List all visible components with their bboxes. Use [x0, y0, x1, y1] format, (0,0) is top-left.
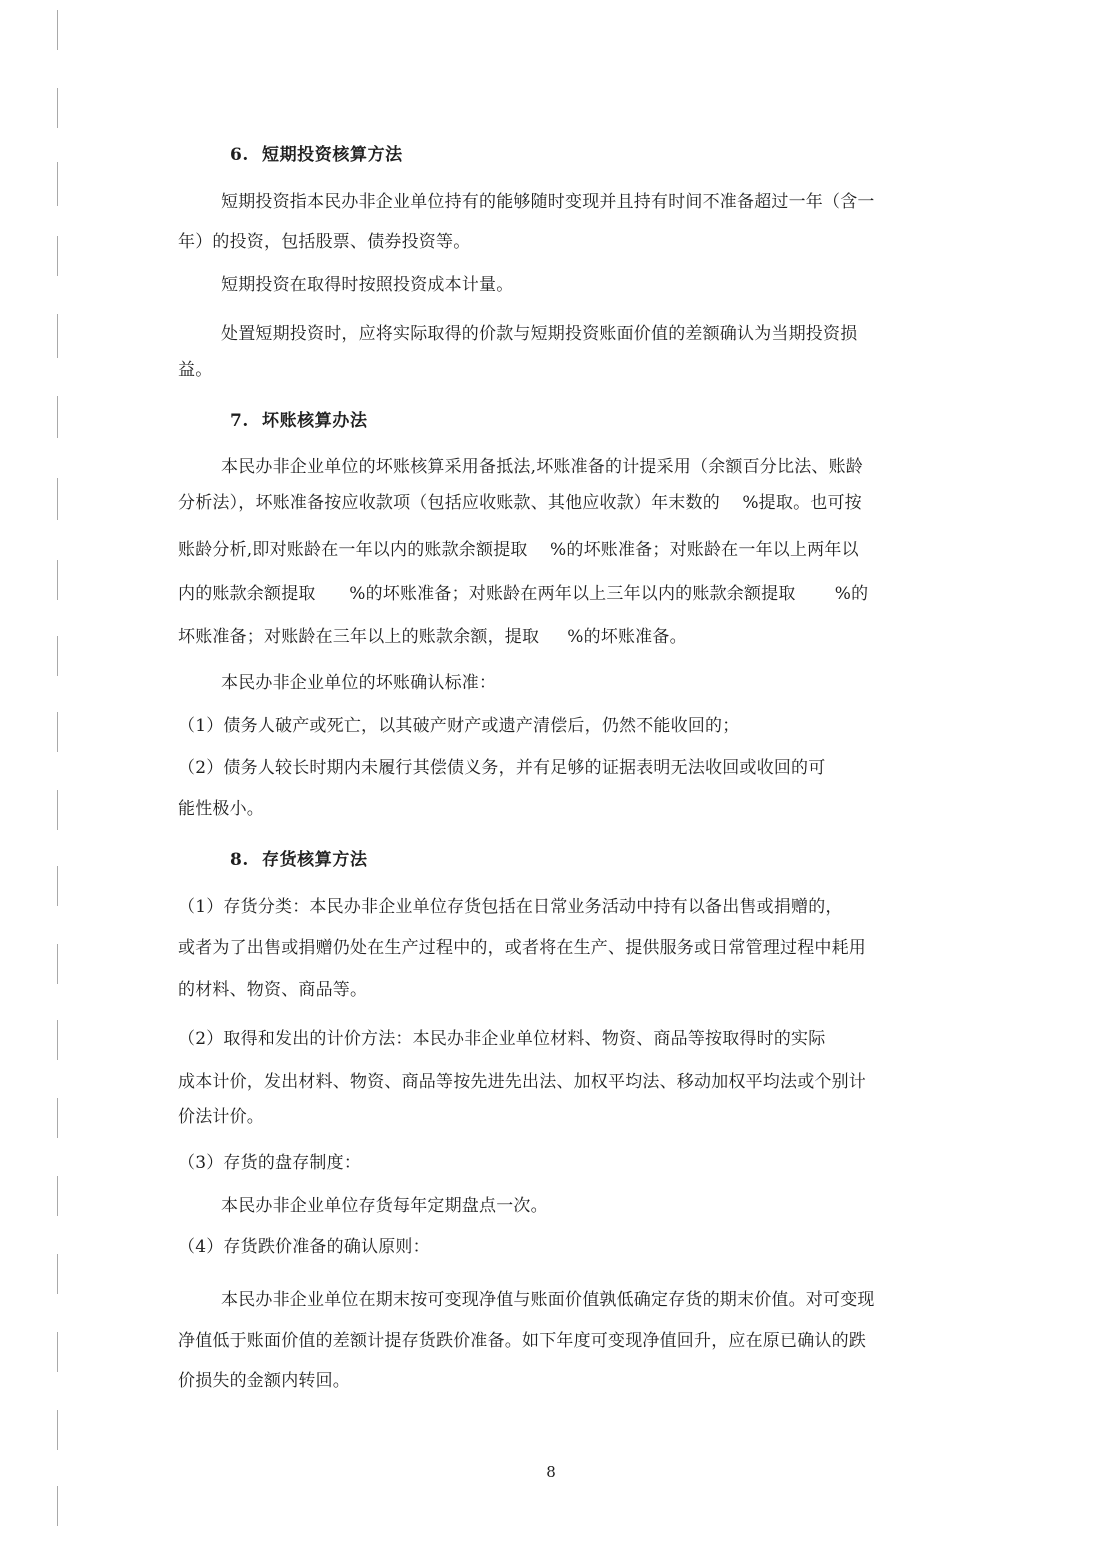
section-6-line-4: 处置短期投资时，应将实际取得的价款与短期投资账面价值的差额确认为当期投资损: [221, 324, 858, 344]
section-7-line-2: 分析法），坏账准备按应收款项（包括应收账款、其他应收款）年末数的 %提取。也可按: [178, 493, 862, 513]
section-8-heading: 8. 存货核算方法: [230, 850, 368, 870]
section-7-line-1: 本民办非企业单位的坏账核算采用备抵法,坏账准备的计提采用（余额百分比法、账龄: [221, 457, 864, 477]
section-7-heading: 7. 坏账核算办法: [230, 411, 368, 431]
section-8-line-11: 净值低于账面价值的差额计提存货跌价准备。如下年度可变现净值回升，应在原已确认的跌: [178, 1331, 866, 1351]
section-8-line-6: 价法计价。: [178, 1107, 264, 1127]
section-6-line-5: 益。: [178, 360, 213, 380]
section-7-line-4: 内的账款余额提取 %的坏账准备；对账龄在两年以上三年以内的账款余额提取 %的: [178, 584, 869, 604]
section-8-line-1: （1）存货分类：本民办非企业单位存货包括在日常业务活动中持有以备出售或捐赠的，: [178, 897, 843, 917]
section-8-line-3: 的材料、物资、商品等。: [178, 980, 368, 1000]
section-7-line-5: 坏账准备；对账龄在三年以上的账款余额，提取 %的坏账准备。: [178, 627, 687, 647]
section-8-line-10: 本民办非企业单位在期末按可变现净值与账面价值孰低确定存货的期末价值。对可变现: [221, 1290, 875, 1310]
section-8-line-7: （3）存货的盘存制度：: [178, 1153, 362, 1173]
section-7-line-3: 账龄分析,即对账龄在一年以内的账款余额提取 %的坏账准备；对账龄在一年以上两年以: [178, 540, 859, 560]
section-8-line-8: 本民办非企业单位存货每年定期盘点一次。: [221, 1196, 548, 1216]
section-8-line-4: （2）取得和发出的计价方法：本民办非企业单位材料、物资、商品等按取得时的实际: [178, 1029, 826, 1049]
section-8-line-5: 成本计价，发出材料、物资、商品等按先进先出法、加权平均法、移动加权平均法或个别计: [178, 1072, 866, 1092]
section-6-line-1: 短期投资指本民办非企业单位持有的能够随时变现并且持有时间不准备超过一年（含一: [221, 192, 875, 212]
section-6-heading: 6. 短期投资核算方法: [230, 145, 403, 165]
page-number: 8: [546, 1463, 556, 1481]
section-7-line-9: 能性极小。: [178, 799, 264, 819]
section-6-line-2: 年）的投资，包括股票、债券投资等。: [178, 232, 471, 252]
section-7-line-6: 本民办非企业单位的坏账确认标准：: [221, 673, 497, 693]
section-7-line-8: （2）债务人较长时期内未履行其偿债义务，并有足够的证据表明无法收回或收回的可: [178, 758, 826, 778]
section-8-line-12: 价损失的金额内转回。: [178, 1371, 350, 1391]
section-8-line-9: （4）存货跌价准备的确认原则：: [178, 1237, 430, 1257]
section-8-line-2: 或者为了出售或捐赠仍处在生产过程中的，或者将在生产、提供服务或日常管理过程中耗用: [178, 938, 866, 958]
section-7-line-7: （1）债务人破产或死亡，以其破产财产或遗产清偿后，仍然不能收回的；: [178, 716, 740, 736]
section-6-line-3: 短期投资在取得时按照投资成本计量。: [221, 275, 514, 295]
binding-margin-marks: [48, 0, 60, 1557]
